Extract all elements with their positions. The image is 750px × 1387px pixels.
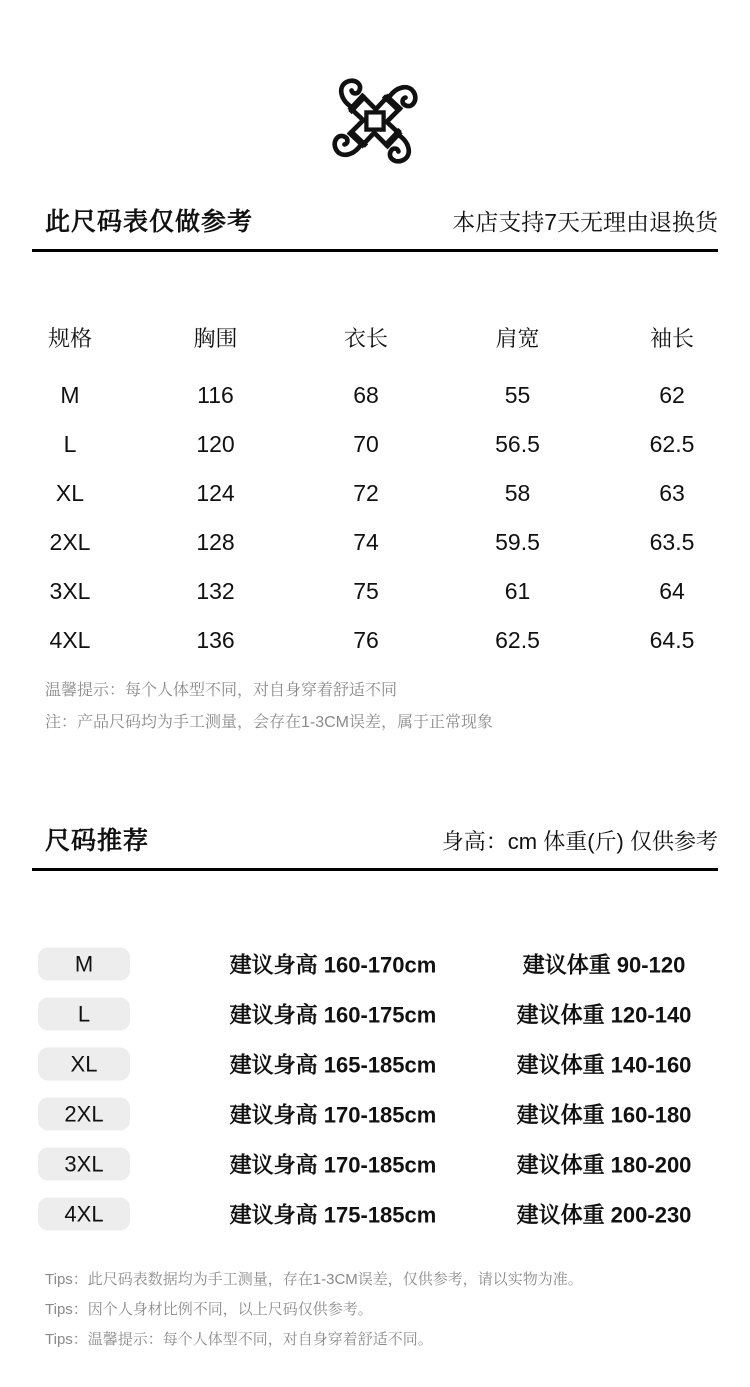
measure-error-note: 注：产品尺码均为手工测量，会存在1-3CM误差，属于正常现象 [45, 714, 494, 731]
recommend-list [0, 939, 750, 1239]
suggest-height-text: 建议身高 175-185cm [229, 1202, 437, 1228]
sleeve-value: 63.5 [649, 529, 695, 555]
sleeve-value: 63 [659, 480, 685, 506]
chest-value: 132 [196, 578, 235, 604]
table-row [0, 567, 750, 616]
recommend-row [0, 989, 750, 1039]
shoulder-value: 59.5 [495, 529, 540, 555]
shoulder-value: 58 [504, 480, 531, 506]
ornamental-knot-icon [332, 78, 418, 164]
recommend-row [0, 1189, 750, 1239]
suggest-height-text: 建议身高 170-185cm [229, 1152, 437, 1178]
column-header-spec: 规格 [47, 325, 92, 351]
sleeve-value: 64 [659, 578, 685, 604]
bottom-tips [45, 1265, 750, 1355]
length-value: 74 [353, 529, 379, 555]
tip-line: Tips：因个人身材比例不同，以上尺码仅供参考。 [45, 1301, 373, 1318]
length-value: 76 [353, 627, 379, 653]
table-row [0, 469, 750, 518]
chest-value: 128 [196, 529, 235, 555]
shoulder-value: 55 [504, 382, 531, 408]
table-row [0, 420, 750, 469]
sleeve-value: 62.5 [649, 431, 695, 457]
suggest-weight-text: 建议体重 120-140 [516, 1002, 692, 1028]
size-chart-title: 此尺码表仅做参考 [45, 208, 254, 236]
sleeve-value: 62 [659, 382, 685, 408]
table-header-row [0, 316, 750, 358]
tip-line: Tips：温馨提示：每个人体型不同，对自身穿着舒适不同。 [45, 1331, 433, 1348]
shoulder-value: 61 [504, 578, 531, 604]
recommend-row [0, 1039, 750, 1089]
return-policy-note: 本店支持7天无理由退换货 [452, 209, 718, 235]
units-note: 身高：cm 体重(斤) 仅供参考 [441, 829, 718, 854]
chest-value: 116 [197, 382, 234, 408]
recommend-row [0, 939, 750, 989]
table-row [0, 518, 750, 567]
suggest-weight-text: 建议体重 160-180 [516, 1102, 692, 1128]
length-value: 68 [353, 382, 379, 408]
size-badge: 2XL [38, 1098, 130, 1131]
recommend-row [0, 1139, 750, 1189]
size-badge: 4XL [38, 1198, 130, 1231]
warm-tip-note: 温馨提示：每个人体型不同，对自身穿着舒适不同 [45, 682, 398, 699]
size-chart-section-header [32, 202, 718, 252]
suggest-weight-text: 建议体重 140-160 [516, 1052, 692, 1078]
size-label: XL [55, 480, 85, 506]
length-value: 75 [353, 578, 379, 604]
measurements-table [0, 316, 750, 665]
table-notes [45, 675, 750, 739]
suggest-weight-text: 建议体重 90-120 [522, 952, 686, 978]
logo-container [0, 0, 750, 164]
size-label: 2XL [49, 529, 91, 555]
recommend-row [0, 1089, 750, 1139]
table-row [0, 371, 750, 420]
sleeve-value: 64.5 [649, 627, 695, 653]
chest-value: 136 [196, 627, 235, 653]
chest-value: 124 [196, 480, 235, 506]
shoulder-value: 56.5 [495, 431, 540, 457]
suggest-weight-text: 建议体重 200-230 [516, 1202, 692, 1228]
size-badge: XL [38, 1048, 130, 1081]
size-label: 3XL [49, 578, 91, 604]
table-row [0, 616, 750, 665]
suggest-height-text: 建议身高 165-185cm [229, 1052, 437, 1078]
column-header-sleeve: 袖长 [649, 325, 694, 351]
chest-value: 120 [196, 431, 235, 457]
size-label: 4XL [49, 627, 91, 653]
column-header-length: 衣长 [343, 325, 388, 351]
length-value: 72 [353, 480, 379, 506]
recommend-section-header [32, 821, 718, 871]
size-badge: 3XL [38, 1148, 130, 1181]
suggest-weight-text: 建议体重 180-200 [516, 1152, 692, 1178]
column-header-shoulder: 肩宽 [495, 325, 540, 351]
suggest-height-text: 建议身高 160-170cm [229, 952, 437, 978]
size-label: L [63, 431, 77, 457]
size-badge: M [38, 948, 130, 981]
size-badge: L [38, 998, 130, 1031]
suggest-height-text: 建议身高 160-175cm [229, 1002, 437, 1028]
column-header-chest: 胸围 [193, 325, 238, 351]
size-label: M [60, 382, 80, 408]
suggest-height-text: 建议身高 170-185cm [229, 1102, 437, 1128]
shoulder-value: 62.5 [495, 627, 540, 653]
recommend-title: 尺码推荐 [45, 827, 150, 855]
tip-line: Tips：此尺码表数据均为手工测量，存在1-3CM误差，仅供参考，请以实物为准。 [45, 1271, 583, 1288]
length-value: 70 [353, 431, 379, 457]
